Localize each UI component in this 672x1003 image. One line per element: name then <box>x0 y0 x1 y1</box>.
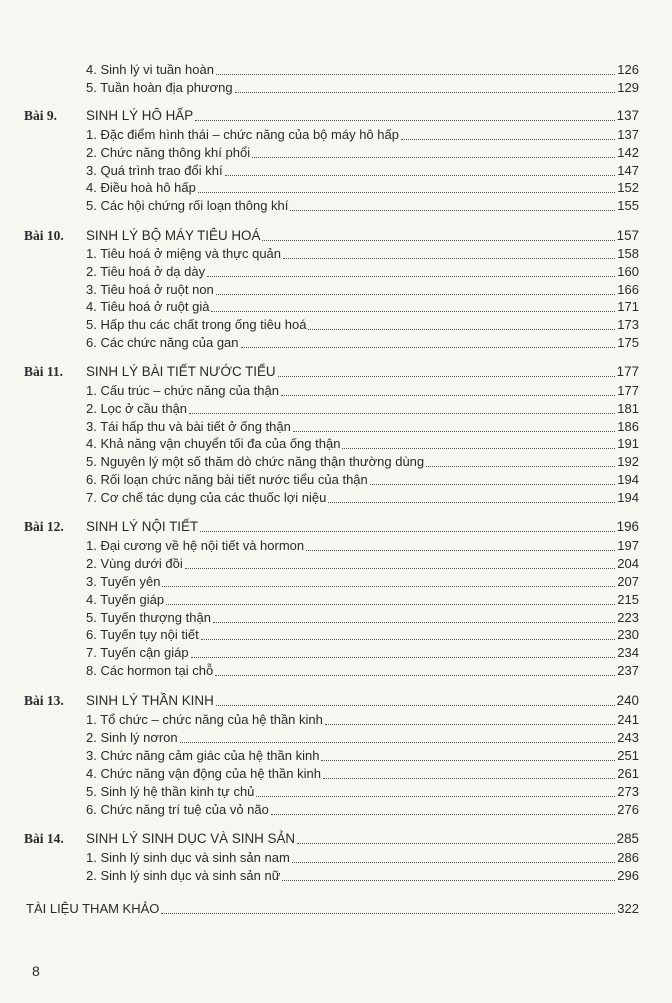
toc-entry[interactable] <box>86 163 639 179</box>
toc-entry[interactable] <box>86 850 639 866</box>
toc-entry-label: 5. Sinh lý hệ thần kinh tự chủ <box>86 784 255 799</box>
toc-entry-page: 273 <box>617 784 639 799</box>
dot-leader <box>216 705 615 706</box>
toc-entry-label: 4. Chức năng vận động của hệ thần kinh <box>86 766 321 781</box>
toc-entry-label: 1. Tiêu hoá ở miệng và thực quản <box>86 246 282 261</box>
toc-entry-page: 286 <box>617 850 639 865</box>
toc-entry[interactable] <box>86 80 639 96</box>
toc-entry-page: 194 <box>617 490 639 505</box>
toc-entry-label: 4. Tiêu hoá ở ruột già <box>86 299 210 314</box>
toc-entry-label: 3. Quá trình trao đổi khí <box>86 163 223 178</box>
toc-entry-label: 4. Khả năng vận chuyển tối đa của ống thận <box>86 436 341 451</box>
toc-entry-label: 6. Chức năng trí tuệ của vỏ não <box>86 802 269 817</box>
toc-entry-page: 171 <box>617 299 639 314</box>
toc-entry[interactable] <box>86 802 639 818</box>
dot-leader <box>271 814 615 815</box>
toc-entry-page: 197 <box>617 538 639 553</box>
dot-leader <box>321 760 615 761</box>
dot-leader <box>370 484 615 485</box>
dot-leader <box>283 258 615 259</box>
toc-entry-page: 147 <box>617 163 639 178</box>
toc-entry[interactable] <box>86 317 639 333</box>
toc-entry-page: 296 <box>617 868 639 883</box>
toc-entry-page: 142 <box>617 145 639 160</box>
toc-entry-label: 5. Hấp thu các chất trong ống tiêu hoá <box>86 317 307 332</box>
toc-entry[interactable] <box>86 127 639 143</box>
toc-entry-label: 1. Đặc điểm hình thái – chức năng của bộ máy hô hấp <box>86 127 399 142</box>
toc-entry-page: 192 <box>617 454 639 469</box>
toc-entry-label: 5. Tuần hoàn địa phương <box>86 80 233 95</box>
toc-entry-label: 1. Sinh lý sinh dục và sinh sản nam <box>86 850 290 865</box>
toc-entry-label: 1. Đại cương về hệ nội tiết và hormon <box>86 538 305 553</box>
toc-entry[interactable] <box>86 490 639 506</box>
dot-leader <box>161 913 615 914</box>
dot-leader <box>401 139 615 140</box>
toc-entry[interactable] <box>86 282 639 298</box>
toc-entry-page: 234 <box>617 645 639 660</box>
toc-entry[interactable] <box>86 62 639 78</box>
lesson-heading[interactable] <box>86 108 639 124</box>
lesson-title: SINH LÝ BỘ MÁY TIÊU HOÁ <box>86 228 261 243</box>
dot-leader <box>215 675 615 676</box>
toc-entry-page: 181 <box>617 401 639 416</box>
toc-entry-label: 3. Chức năng cảm giác của hệ thần kinh <box>86 748 320 763</box>
toc-entry[interactable] <box>86 198 639 214</box>
dot-leader <box>216 74 615 75</box>
dot-leader <box>297 843 615 844</box>
toc-entry-label: 2. Sinh lý sinh dục và sinh sản nữ <box>86 868 281 883</box>
toc-entry-page: 155 <box>617 198 639 213</box>
dot-leader <box>293 431 615 432</box>
toc-entry-page: 276 <box>617 802 639 817</box>
toc-entry[interactable] <box>86 419 639 435</box>
dot-leader <box>308 329 615 330</box>
dot-leader <box>278 376 615 377</box>
references-entry[interactable] <box>26 901 639 917</box>
dot-leader <box>225 175 615 176</box>
references-page: 322 <box>617 901 639 916</box>
toc-entry-label: 5. Nguyên lý một số thăm dò chức năng thận thường dùng <box>86 454 425 469</box>
dot-leader <box>198 192 615 193</box>
toc-entry[interactable] <box>86 145 639 161</box>
toc-entry-label: 3. Tuyến yên <box>86 574 161 589</box>
lesson-number: Bài 9. <box>24 108 58 123</box>
toc-entry-page: 243 <box>617 730 639 745</box>
toc-entry-page: 166 <box>617 282 639 297</box>
toc-entry-label: 4. Sinh lý vi tuần hoàn <box>86 62 214 77</box>
lesson-page: 157 <box>616 228 639 243</box>
dot-leader <box>256 796 615 797</box>
toc-entry-page: 194 <box>617 472 639 487</box>
toc-entry-label: 4. Tuyến giáp <box>86 592 165 607</box>
references-label: TÀI LIỆU THAM KHẢO <box>26 901 160 916</box>
toc-entry-page: 230 <box>617 627 639 642</box>
toc-entry-page: 251 <box>617 748 639 763</box>
lesson-page: 285 <box>616 831 639 846</box>
toc-entry-label: 3. Tái hấp thu và bài tiết ở ống thận <box>86 419 291 434</box>
toc-entry-page: 173 <box>617 317 639 332</box>
dot-leader <box>191 657 615 658</box>
dot-leader <box>201 639 615 640</box>
toc-entry-label: 3. Tiêu hoá ở ruột non <box>86 282 214 297</box>
toc-entry-page: 126 <box>617 62 639 77</box>
lesson-title: SINH LÝ SINH DỤC VÀ SINH SẢN <box>86 831 296 846</box>
dot-leader <box>426 466 615 467</box>
dot-leader <box>200 531 615 532</box>
toc-entry[interactable] <box>86 712 639 728</box>
lesson-page: 196 <box>616 519 639 534</box>
toc-entry-page: 191 <box>617 436 639 451</box>
dot-leader <box>292 862 615 863</box>
lesson-title: SINH LÝ NỘI TIẾT <box>86 519 199 534</box>
dot-leader <box>282 880 615 881</box>
toc-entry-page: 237 <box>617 663 639 678</box>
lesson-heading[interactable] <box>86 693 639 709</box>
dot-leader <box>213 622 615 623</box>
lesson-heading[interactable] <box>86 519 639 535</box>
toc-entry-page: 223 <box>617 610 639 625</box>
toc-entry-label: 2. Tiêu hoá ở dạ dày <box>86 264 206 279</box>
toc-entry[interactable] <box>86 574 639 590</box>
toc-entry-label: 6. Các chức năng của gan <box>86 335 239 350</box>
toc-entry[interactable] <box>86 784 639 800</box>
toc-entry[interactable] <box>86 180 639 196</box>
dot-leader <box>185 568 615 569</box>
toc-entry[interactable] <box>86 246 639 262</box>
toc-entry-page: 137 <box>617 127 639 142</box>
toc-entry-label: 1. Tổ chức – chức năng của hệ thần kinh <box>86 712 323 727</box>
dot-leader <box>342 448 615 449</box>
toc-entry-page: 160 <box>617 264 639 279</box>
toc-entry[interactable] <box>86 627 639 643</box>
page-number: 8 <box>32 963 40 979</box>
toc-entry[interactable] <box>86 610 639 626</box>
toc-entry[interactable] <box>86 383 639 399</box>
lesson-number: Bài 13. <box>24 693 64 708</box>
dot-leader <box>189 413 615 414</box>
dot-leader <box>241 347 615 348</box>
dot-leader <box>235 92 615 93</box>
toc-entry-label: 4. Điều hoà hô hấp <box>86 180 196 195</box>
toc-entry-label: 7. Cơ chế tác dụng của các thuốc lợi niệu <box>86 490 327 505</box>
toc-entry-page: 129 <box>617 80 639 95</box>
toc-entry-label: 7. Tuyến cận giáp <box>86 645 189 660</box>
dot-leader <box>195 120 615 121</box>
toc-entry[interactable] <box>86 436 639 452</box>
lesson-heading[interactable] <box>86 831 639 847</box>
lesson-heading[interactable] <box>86 364 639 380</box>
toc-entry-page: 177 <box>617 383 639 398</box>
toc-entry[interactable] <box>86 556 639 572</box>
lesson-page: 177 <box>616 364 639 379</box>
toc-entry[interactable] <box>86 335 639 351</box>
toc-entry[interactable] <box>86 592 639 608</box>
lesson-page: 240 <box>616 693 639 708</box>
dot-leader <box>290 210 615 211</box>
lesson-title: SINH LÝ BÀI TIẾT NƯỚC TIỂU <box>86 364 276 379</box>
lesson-page: 137 <box>616 108 639 123</box>
lesson-number: Bài 10. <box>24 228 64 243</box>
toc-entry-page: 175 <box>617 335 639 350</box>
dot-leader <box>306 550 615 551</box>
toc-entry-page: 241 <box>617 712 639 727</box>
dot-leader <box>216 294 615 295</box>
toc-entry-label: 8. Các hormon tại chỗ <box>86 663 214 678</box>
toc-entry-page: 215 <box>617 592 639 607</box>
toc-entry-label: 2. Sinh lý nơron <box>86 730 178 745</box>
toc-entry[interactable] <box>86 454 639 470</box>
toc-entry[interactable] <box>86 264 639 280</box>
lesson-number: Bài 11. <box>24 364 64 379</box>
toc-entry[interactable] <box>86 472 639 488</box>
dot-leader <box>180 742 615 743</box>
toc-entry[interactable] <box>86 645 639 661</box>
toc-entry[interactable] <box>86 766 639 782</box>
dot-leader <box>166 604 615 605</box>
lesson-number: Bài 12. <box>24 519 64 534</box>
toc-entry[interactable] <box>86 868 639 884</box>
lesson-number: Bài 14. <box>24 831 64 846</box>
toc-entry-page: 158 <box>617 246 639 261</box>
toc-entry-label: 2. Chức năng thông khí phổi <box>86 145 251 160</box>
toc-entry-label: 5. Tuyến thượng thận <box>86 610 211 625</box>
dot-leader <box>252 157 615 158</box>
toc-entry-page: 207 <box>617 574 639 589</box>
lesson-title: SINH LÝ THẦN KINH <box>86 693 214 708</box>
toc-entry[interactable] <box>86 538 639 554</box>
toc-entry-label: 6. Tuyến tụy nội tiết <box>86 627 199 642</box>
dot-leader <box>281 395 615 396</box>
dot-leader <box>325 724 615 725</box>
toc-entry-label: 5. Các hội chứng rối loạn thông khí <box>86 198 289 213</box>
dot-leader <box>162 586 615 587</box>
toc-entry-page: 261 <box>617 766 639 781</box>
lesson-title: SINH LÝ HÔ HẤP <box>86 108 194 123</box>
dot-leader <box>262 240 614 241</box>
toc-entry-label: 2. Lọc ở cầu thận <box>86 401 188 416</box>
toc-entry[interactable] <box>86 401 639 417</box>
dot-leader <box>207 276 615 277</box>
dot-leader <box>211 311 615 312</box>
toc-entry-page: 186 <box>617 419 639 434</box>
toc-entry[interactable] <box>86 748 639 764</box>
lesson-heading[interactable] <box>86 228 639 244</box>
toc-entry[interactable] <box>86 299 639 315</box>
toc-entry[interactable] <box>86 663 639 679</box>
toc-entry-label: 1. Cấu trúc – chức năng của thận <box>86 383 279 398</box>
toc-entry-page: 152 <box>617 180 639 195</box>
dot-leader <box>328 502 615 503</box>
toc-entry-label: 6. Rối loạn chức năng bài tiết nước tiểu của thận <box>86 472 368 487</box>
dot-leader <box>323 778 615 779</box>
toc-entry-label: 2. Vùng dưới đồi <box>86 556 183 571</box>
toc-entry-page: 204 <box>617 556 639 571</box>
toc-entry[interactable] <box>86 730 639 746</box>
